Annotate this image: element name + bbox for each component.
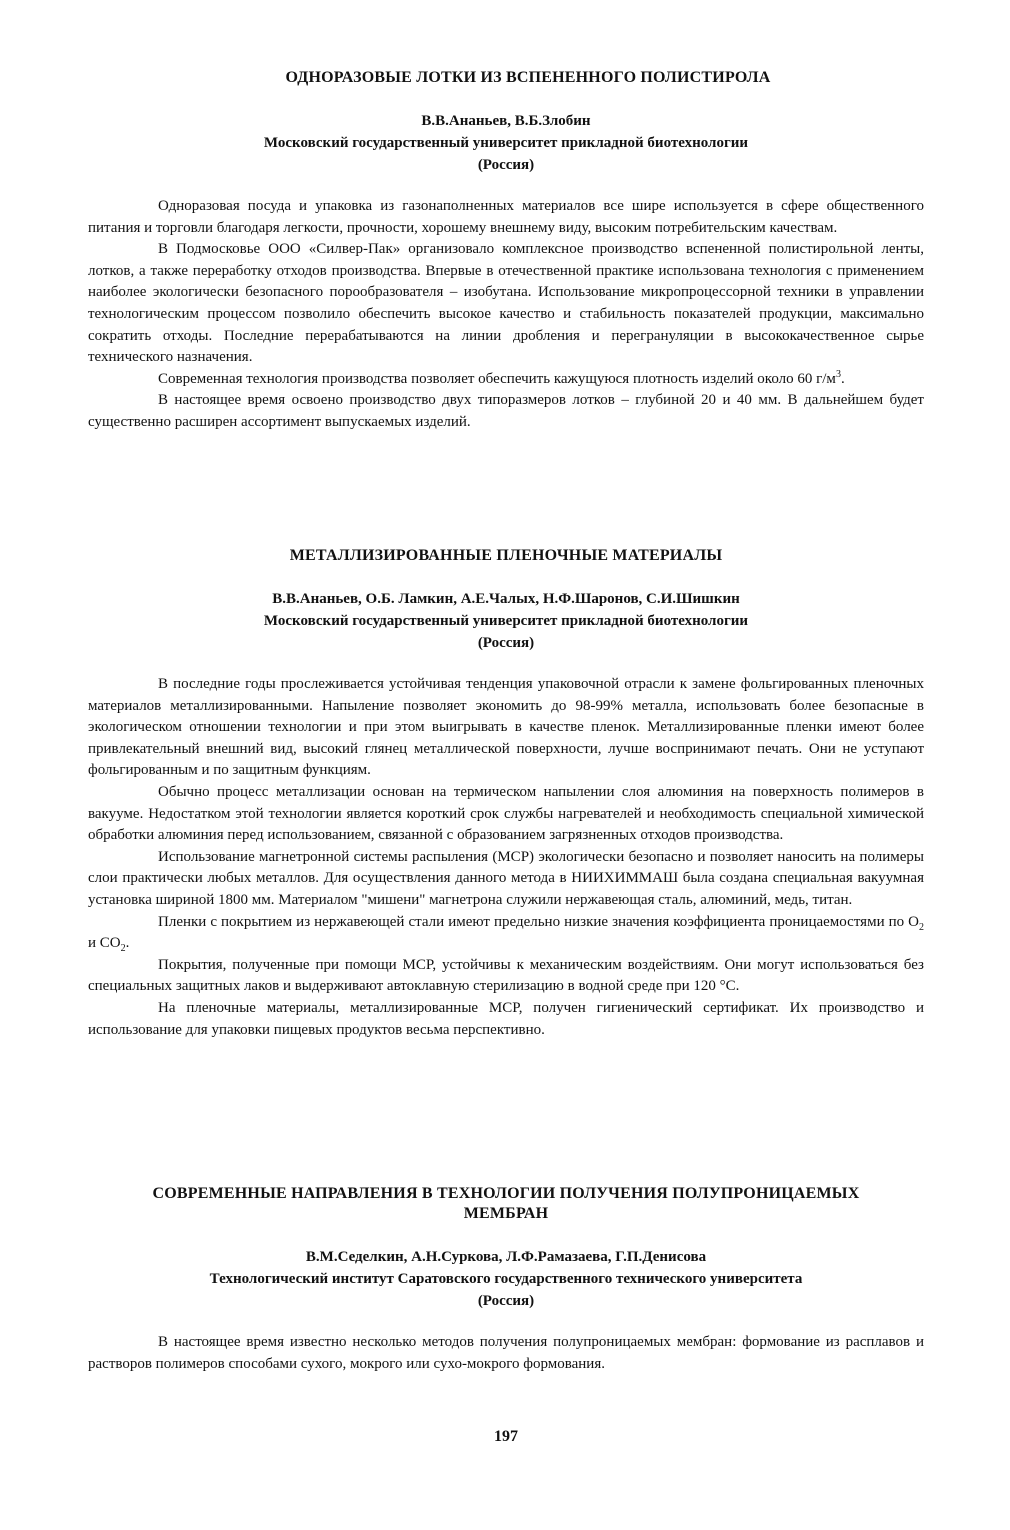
paragraph: В настоящее время освоено производство двух типоразмеров лотков – глубиной 20 и 40 мм. В дальнейшем будет существенно расширен ассортимент выпускаемых изделий. — [88, 392, 924, 430]
paragraph — [88, 369, 924, 391]
article-body — [88, 1332, 924, 1375]
article-title: ОДНОРАЗОВЫЕ ЛОТКИ ИЗ ВСПЕНЕННОГО ПОЛИСТИРОЛА — [285, 69, 771, 86]
page-number: 197 — [494, 1428, 518, 1445]
article-authors: В.В.Ананьев, В.Б.Злобин — [421, 113, 591, 129]
article-header — [88, 1246, 924, 1312]
paragraph: В настоящее время известно несколько методов получения полупроницаемых мембран: формование из расплавов и растворов полимеров способами сухого, мокрого или сухо-мокрого формования. — [88, 1334, 924, 1372]
article-country: (Россия) — [477, 635, 535, 651]
superscript: 3 — [835, 368, 841, 380]
article-header — [88, 588, 924, 654]
paragraph: На пленочные материалы, металлизированные МСР, получен гигиенический сертификат. Их производство и использование для упаковки пищевых продуктов весьма перспективно. — [88, 999, 924, 1038]
article-authors: В.В.Ананьев, О.Б. Ламкин, А.Е.Чалых, Н.Ф.Шаронов, С.И.Шишкин — [272, 591, 740, 607]
paragraph-text-middle: и CO — [88, 935, 121, 952]
subscript: 2 — [120, 943, 126, 955]
article-title-line2: МЕМБРАН — [463, 1205, 549, 1222]
article-body — [88, 196, 924, 434]
paragraph: Покрытия, полученные при помощи МСР, устойчивы к механическим воздействиям. Они могут использоваться без специальных защитных лаков и выдерживают автоклавную стерилизацию в водной среде при 120 °С. — [88, 956, 924, 995]
paragraph-text: Современная технология производства позволяет обеспечить кажущуюся плотность изделий около 60 г/м — [158, 370, 836, 387]
article-affiliation: Технологический институт Саратовского государственного технического университета — [209, 1271, 803, 1287]
article-affiliation: Московский государственный университет прикладной биотехнологии — [263, 613, 749, 629]
article-country: (Россия) — [477, 157, 535, 173]
article-title: МЕТАЛЛИЗИРОВАННЫЕ ПЛЕНОЧНЫЕ МАТЕРИАЛЫ — [289, 547, 723, 564]
paragraph: Обычно процесс металлизации основан на термическом напылении слоя алюминия на поверхность полимеров в вакууме. Недостатком этой технологии является короткий срок службы нагревателей и необходимость специальной химической обработки алюминия перед использованием, связанной с образованием загрязненных отходов производства. — [88, 783, 924, 844]
article-body — [88, 674, 924, 1041]
article-authors: В.М.Седелкин, А.Н.Суркова, Л.Ф.Рамазаева, Г.П.Денисова — [305, 1249, 707, 1265]
article-membranes — [88, 1184, 924, 1375]
article-affiliation: Московский государственный университет прикладной биотехнологии — [263, 135, 749, 151]
article-disposable-trays — [88, 68, 924, 434]
article-header — [88, 110, 924, 176]
paragraph: В последние годы прослеживается устойчивая тенденция упаковочной отрасли к замене фольгированных пленочных материалов металлизированными. Напыление позволяет экономить до 98-99% металла, использовать более безопасные в экологическом отношении технологии и при этом выигрывать в качестве пленок. Металлизированные пленки имеют более привлекательный внешний вид, высокий глянец металлической поверхности, лучше воспринимают печать. Они не уступают фольгированным и по защитным функциям. — [88, 676, 924, 779]
paragraph-text-end: . — [840, 370, 845, 387]
paragraph-text: Пленки с покрытием из нержавеющей стали имеют предельно низкие значения коэффициента проницаемостями по O — [158, 913, 919, 930]
paragraph: Использование магнетронной системы распыления (МСР) экологически безопасно и позволяет наносить на полимеры слои практически любых металлов. Для осуществления данного метода в НИИХИММАШ была создана специальная вакуумная установка шириной 1800 мм. Материалом "мишени" магнетрона служили нержавеющая сталь, алюминий, медь, титан. — [88, 848, 924, 908]
paragraph: Одноразовая посуда и упаковка из газонаполненных материалов все шире используется в сфере общественного питания и торговли благодаря легкости, прочности, хорошему внешнему виду, высоким потребительским качествам. — [88, 198, 924, 236]
document-page — [88, 0, 924, 1530]
article-title-line1: СОВРЕМЕННЫЕ НАПРАВЛЕНИЯ В ТЕХНОЛОГИИ ПОЛУЧЕНИЯ ПОЛУПРОНИЦАЕМЫХ — [152, 1185, 860, 1202]
subscript: 2 — [919, 921, 924, 933]
article-country: (Россия) — [477, 1293, 535, 1309]
paragraph — [88, 912, 924, 955]
article-metallized-films — [88, 546, 924, 1041]
paragraph-text-end: . — [125, 935, 130, 952]
article-title — [88, 1184, 924, 1224]
paragraph: В Подмосковье ООО «Силвер-Пак» организовало комплексное производство вспененной полистирольной ленты, лотков, а также переработку отходов производства. Впервые в отечественной практике использована технология с применением наиболее экологически безопасного порообразователя – изобутана. Использование микропроцессорной техники в управлении технологическим процессом позволило обеспечить высокое качество и стабильность показателей продукции, максимально сократить отходы. Последние перерабатываются на линии дробления и перегрануляции в высококачественное сырье технического назначения. — [88, 241, 924, 366]
